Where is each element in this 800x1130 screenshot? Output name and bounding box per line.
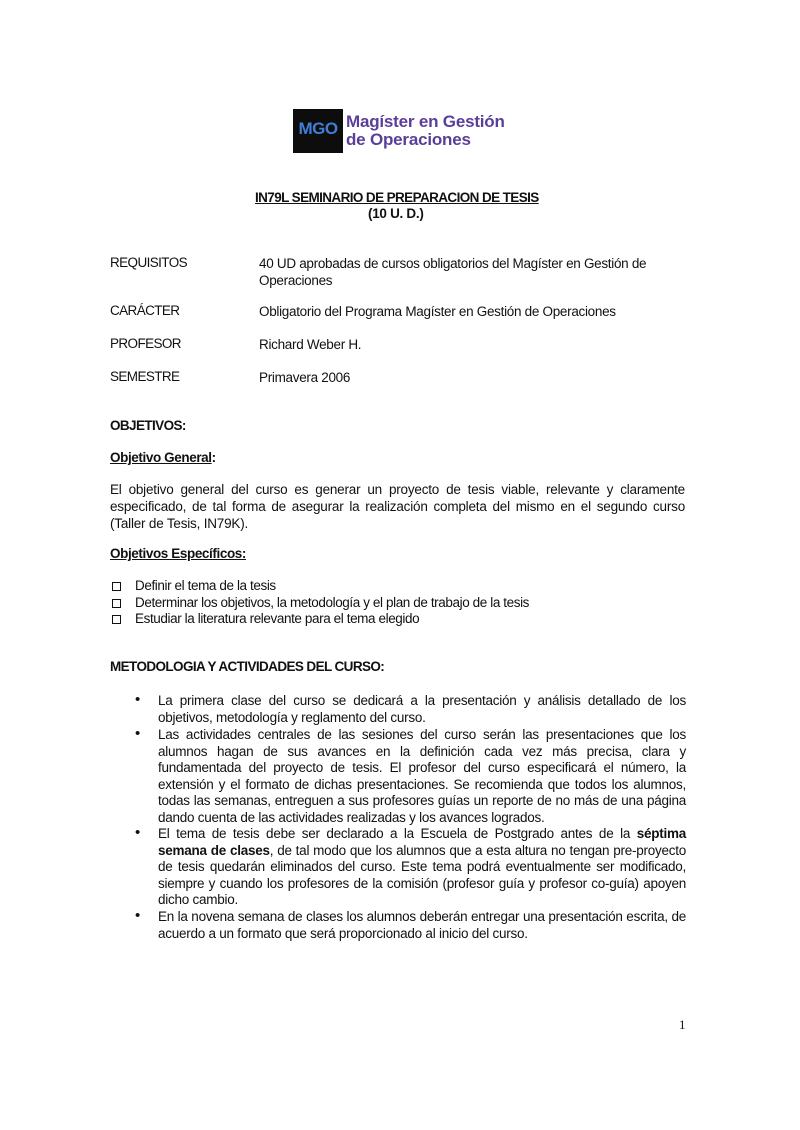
info-label-caracter: CARÁCTER [110,303,180,318]
logo-acronym: MGO [298,119,338,138]
methodology-item-3-post: , de tal modo que los alumnos que a esta altura no tengan pre-proyecto de tesis quedarán eliminados del curso. Este tema podrá eventualmente ser modificado, siempre y cuando los profesores de la comisión (profesor guía y profesor co-guía) apoyen dicho cambio. [158,842,686,908]
methodology-item-3 [158,826,686,909]
logo-text-line2: de Operaciones [346,130,471,149]
bullet-icon: • [135,725,141,742]
specific-objective-item: Estudiar la literatura relevante para el tema elegido [135,611,420,626]
logo-text-line1: Magíster en Gestión [346,112,505,131]
info-value-profesor: Richard Weber H. [259,337,362,352]
bullet-icon: • [135,824,141,841]
general-objective-colon: : [211,450,216,465]
course-title: IN79L SEMINARIO DE PREPARACION DE TESIS [255,190,539,205]
info-label-profesor: PROFESOR [110,336,181,351]
info-label-requisitos: REQUISITOS [110,255,188,270]
general-objective-text: El objetivo general del curso es generar un proyecto de tesis viable, relevante y claramente especificado, de tal forma de asegurar la realización completa del mismo en el segundo curso (Taller de Tesis, IN79K). [110,482,685,531]
checkbox-bullet-icon [112,599,121,608]
general-objective-heading [110,450,216,465]
methodology-item-1: La primera clase del curso se dedicará a la presentación y análisis detallado de los objetivos, metodología y reglamento del curso. [158,693,686,725]
info-value-semestre: Primavera 2006 [259,370,351,385]
methodology-item-3-bold: séptima semana de clases [158,826,686,858]
checkbox-bullet-icon [112,615,121,624]
specific-objective-item: Definir el tema de la tesis [135,578,276,593]
specific-objectives-heading: Objetivos Específicos: [110,546,246,561]
info-label-semestre: SEMESTRE [110,369,180,384]
general-objective-heading-text: Objetivo General [110,450,212,465]
page-number: 1 [679,1017,686,1032]
methodology-heading: METODOLOGIA Y ACTIVIDADES DEL CURSO: [110,659,385,674]
course-credits: (10 U. D.) [368,206,424,221]
info-value-requisitos: 40 UD aprobadas de cursos obligatorios del Magíster en Gestión de Operaciones [259,256,647,288]
bullet-icon: • [135,691,141,708]
specific-objective-item: Determinar los objetivos, la metodología y el plan de trabajo de la tesis [135,595,530,610]
methodology-item-4: En la novena semana de clases los alumnos deberán entregar una presentación escrita, de acuerdo a un formato que será proporcionado al inicio del curso. [158,909,686,941]
methodology-item-2: Las actividades centrales de las sesiones del curso serán las presentaciones que los alumnos hagan de sus avances en la definición cada vez más precisa, clara y fundamentada del proyecto de tesis. El profesor del curso especificará el número, la extensión y el formato de dichas presentaciones. Se recomienda que todos los alumnos, todas las semanas, entreguen a sus profesores guías un reporte de no más de una página dando cuenta de las actividades realizadas y los avances logrados. [158,727,686,825]
checkbox-bullet-icon [112,582,121,591]
objectives-heading: OBJETIVOS: [110,418,186,433]
methodology-item-3-pre: El tema de tesis debe ser declarado a la Escuela de Postgrado antes de la [158,826,637,841]
info-value-caracter: Obligatorio del Programa Magíster en Gestión de Operaciones [259,304,616,319]
bullet-icon: • [135,907,141,924]
